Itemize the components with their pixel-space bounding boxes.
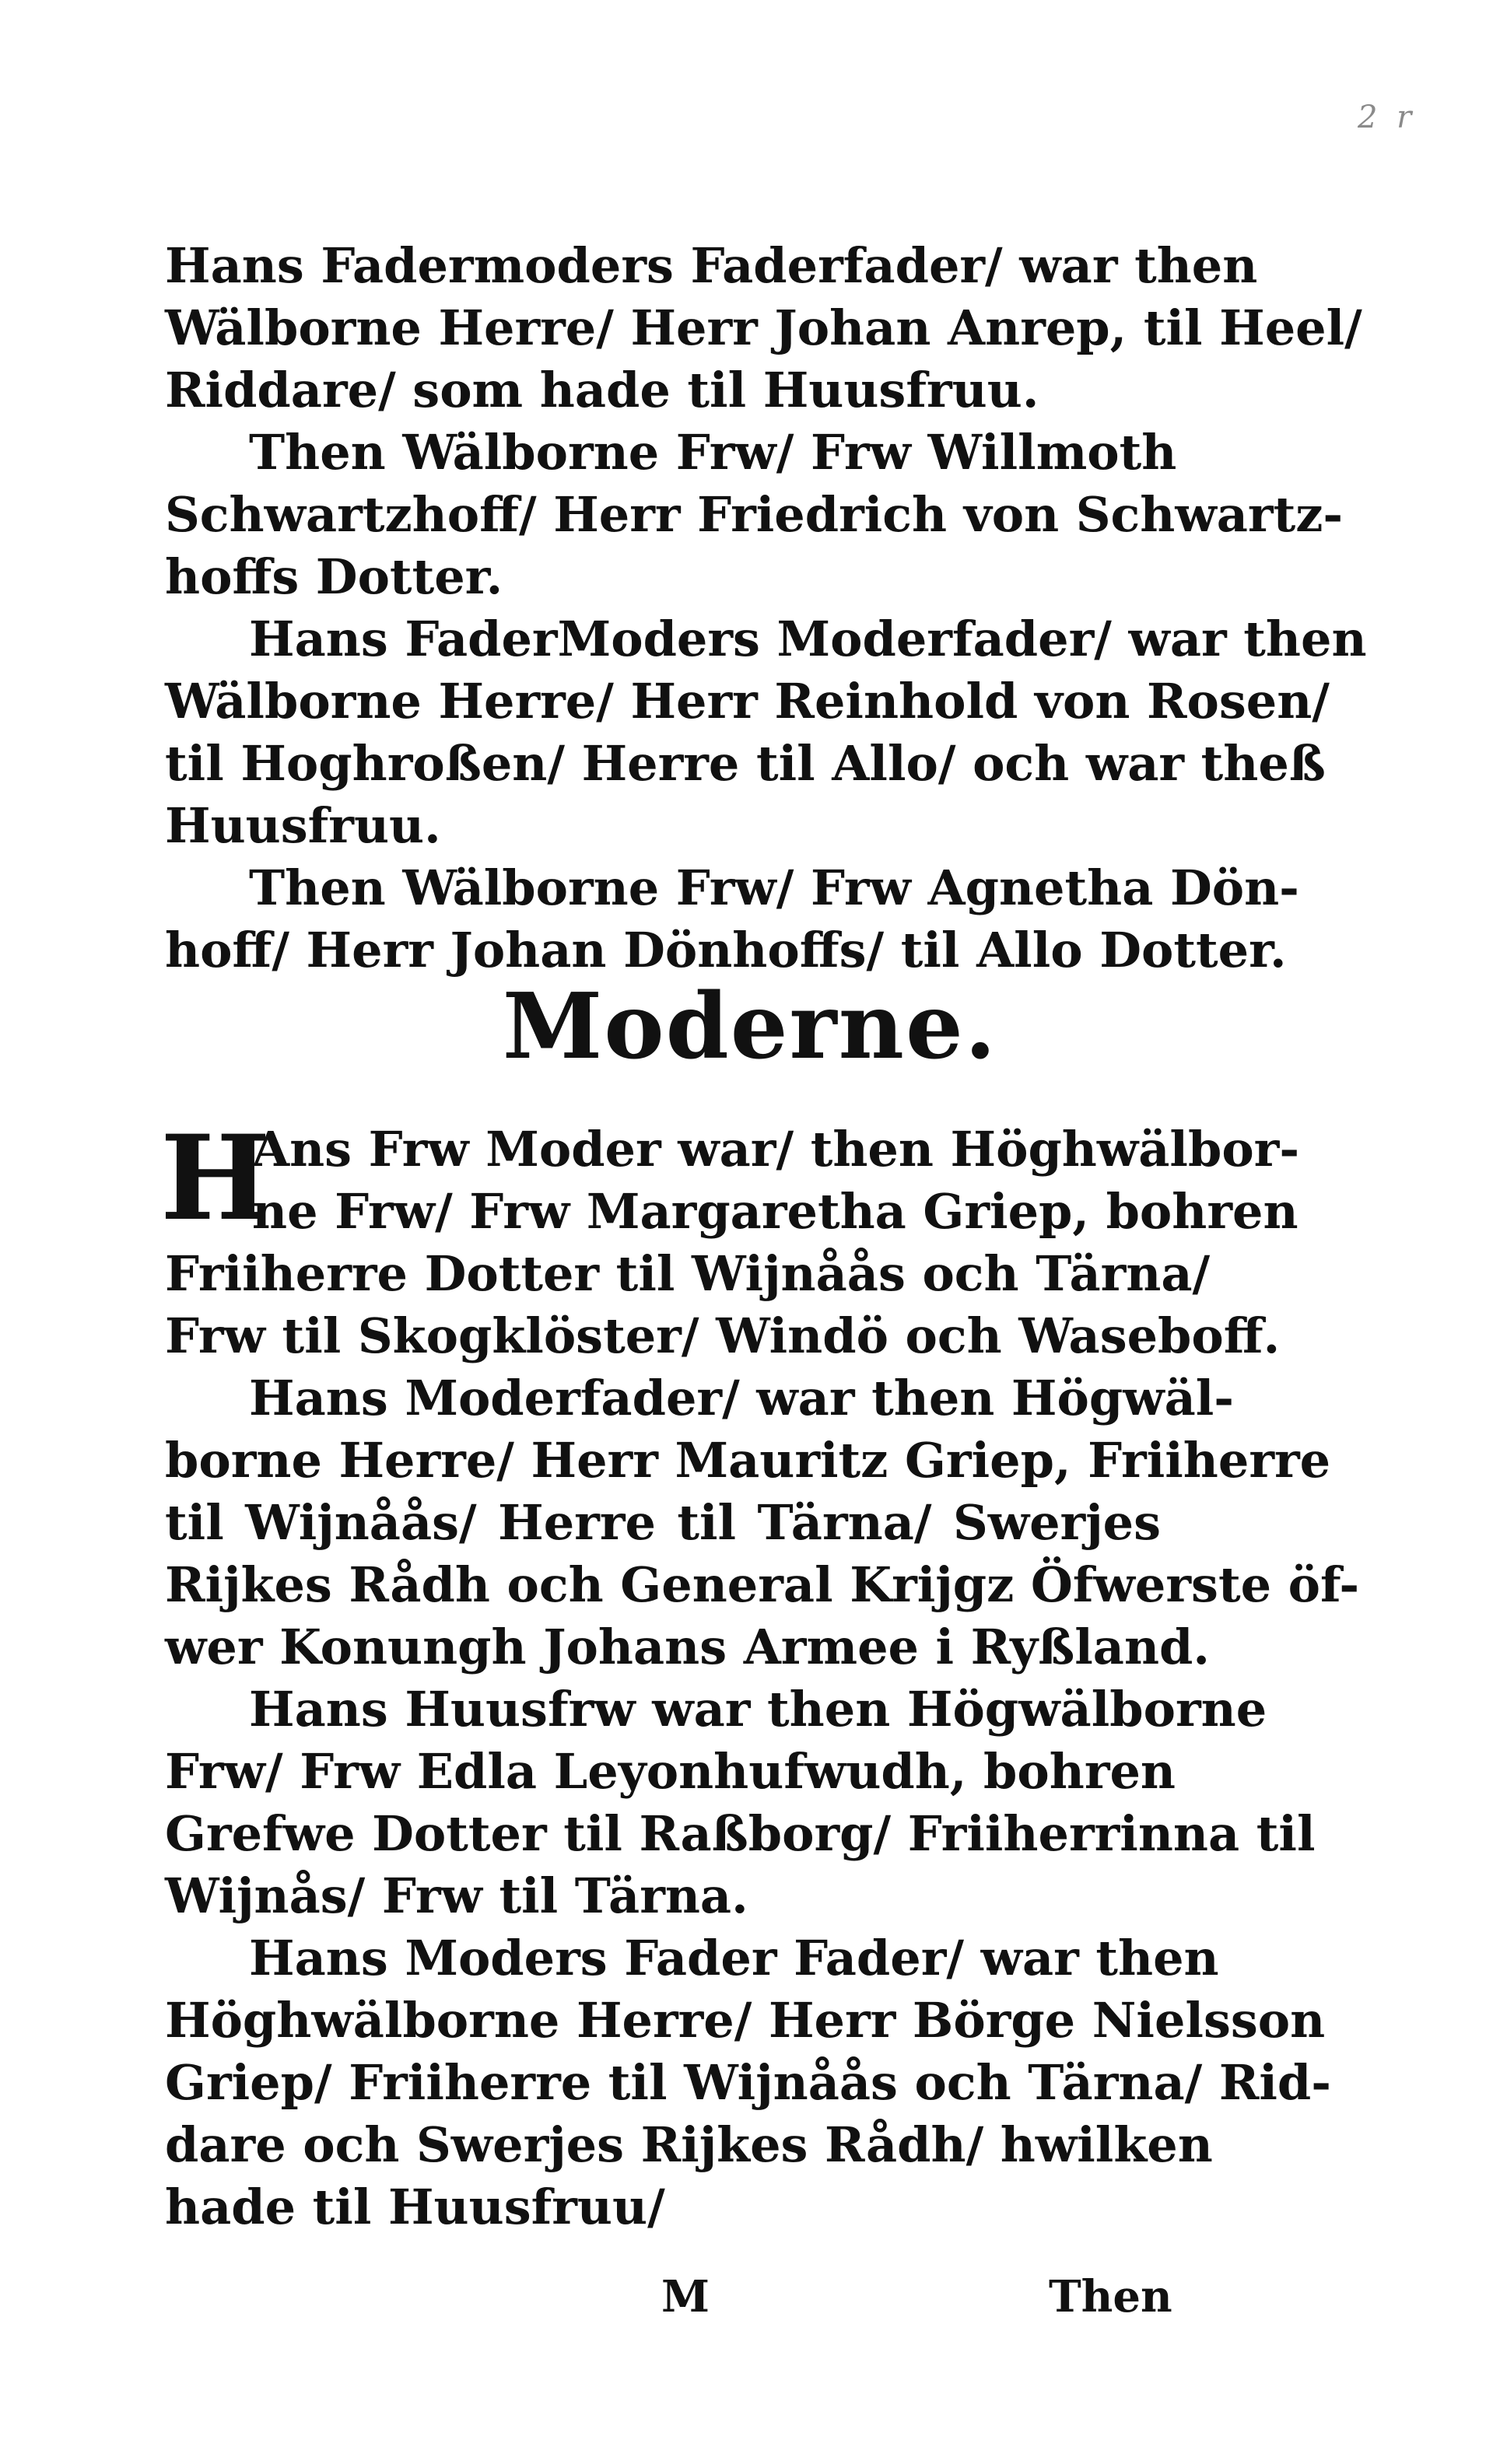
catchword: Then [1049, 2271, 1172, 2322]
first-line-text: Ans Frw Moder war/ then Höghwälbor- [252, 1121, 1300, 1178]
text-line: borne Herre/ Herr Mauritz Griep, Friiherre [165, 1432, 1331, 1489]
page-corner-mark: 2 r [1358, 100, 1417, 135]
text-block-mothers-side [160, 1110, 1360, 2238]
text-line: ne Frw/ Frw Margaretha Griep, bohren [252, 1183, 1298, 1240]
text-line: hade til Huusfruu/ [165, 2179, 665, 2235]
text-line: til Wijnåås/ Herre til Tärna/ Swerjes [165, 1494, 1161, 1551]
text-line: Friiherre Dotter til Wijnåås och Tärna/ [165, 1245, 1211, 1302]
text-line: Then Wälborne Frw/ Frw Willmoth [249, 424, 1177, 481]
drop-initial: H [160, 1110, 271, 1247]
text-line: Wälborne Herre/ Herr Johan Anrep, til Heel/ [165, 299, 1362, 356]
text-line: Frw til Skogklöster/ Windö och Waseboff. [165, 1307, 1281, 1364]
text-line: Riddare/ som hade til Huusfruu. [165, 362, 1039, 418]
text-line: Griep/ Friiherre til Wijnåås och Tärna/ Rid- [165, 2054, 1332, 2111]
signature-mark: M [661, 2271, 710, 2322]
text-line: dare och Swerjes Rijkes Rådh/ hwilken [165, 2116, 1213, 2173]
text-line: Grefwe Dotter til Raßborg/ Friiherrinna til [165, 1805, 1316, 1862]
text-block-fathers-side [165, 235, 1367, 982]
text-line: Frw/ Frw Edla Leyonhufwudh, bohren [165, 1743, 1176, 1800]
text-line: Huusfruu. [165, 797, 441, 854]
text-line: Hans Huusfrw war then Högwälborne [249, 1681, 1267, 1738]
text-line: Hans FaderModers Moderfader/ war then [249, 611, 1367, 667]
text-line: Rijkes Rådh och General Krijgz Öfwerste öf- [165, 1556, 1360, 1613]
text-line: Hans Fadermoders Faderfader/ war then [165, 237, 1258, 294]
text-line: Wijnås/ Frw til Tärna. [165, 1867, 748, 1924]
text-line: wer Konungh Johans Armee i Ryßland. [165, 1619, 1210, 1675]
section-heading: Moderne. [502, 974, 998, 1080]
text-line: Schwartzhoff/ Herr Friedrich von Schwartz- [165, 486, 1344, 543]
text-line: Wälborne Herre/ Herr Reinhold von Rosen/ [165, 673, 1330, 730]
text-line: Hans Moders Fader Fader/ war then [249, 1930, 1219, 1986]
text-line: Then Wälborne Frw/ Frw Agnetha Dön- [249, 859, 1299, 916]
text-line: Höghwälborne Herre/ Herr Börge Nielsson [165, 1992, 1326, 2049]
text-line: hoffs Dotter. [165, 548, 503, 605]
text-line: til Hoghroßen/ Herre til Allo/ och war theß [165, 735, 1326, 792]
text-line: hoff/ Herr Johan Dönhoffs/ til Allo Dotter. [165, 922, 1287, 978]
text-line: Hans Moderfader/ war then Högwäl- [249, 1370, 1235, 1426]
